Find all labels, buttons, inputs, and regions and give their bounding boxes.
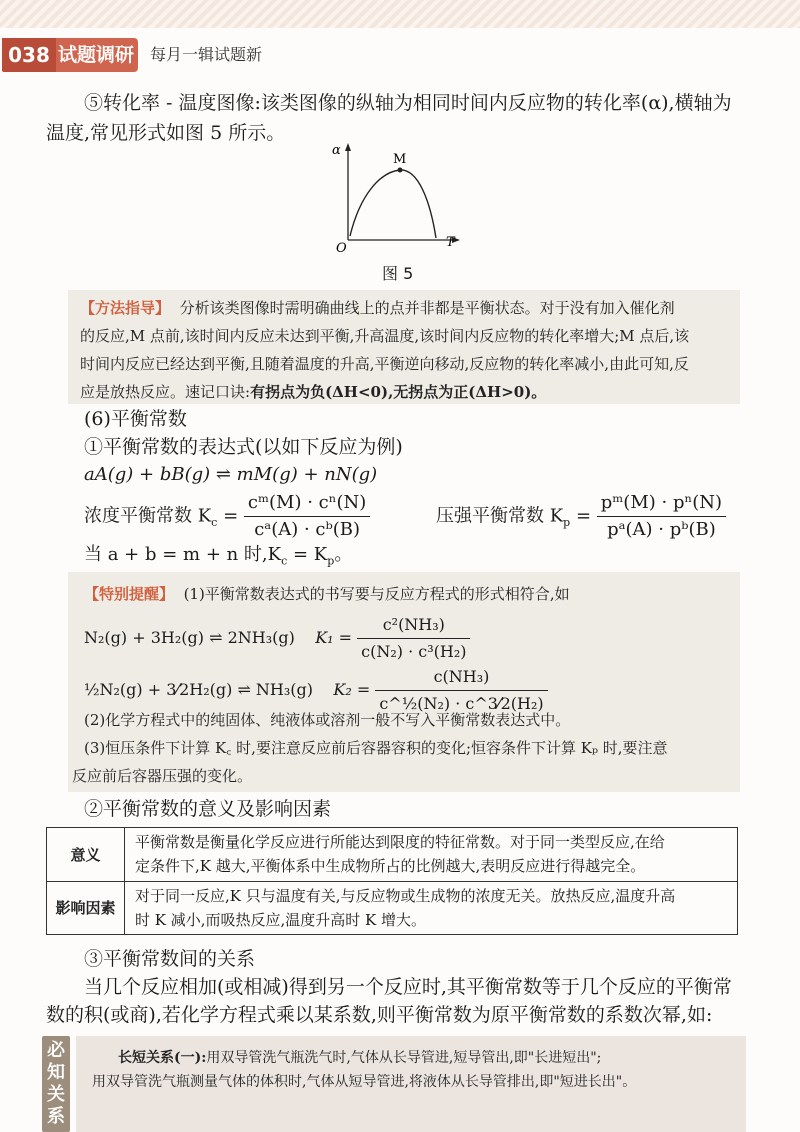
general-reaction: aA(g) + bB(g) ⇌ mM(g) + nN(g)	[84, 464, 378, 485]
figure-caption: 图 5	[382, 264, 414, 283]
section3-line-1: 当几个反应相加(或相减)得到另一个反应时,其平衡常数等于几个反应的平衡常	[84, 976, 732, 998]
kp-expression: 压强平衡常数 $K_p$ = $\frac{\text{pᵐ(M) · pⁿ(N)}}{\text{pᵃ(A) · pᵇ(B)}}$	[436, 490, 726, 543]
sidebar-char-3: 关	[47, 1084, 65, 1105]
special-tip-line-1-text: (1)平衡常数表达式的书写要与反应方程式的形式相符合,如	[183, 585, 570, 603]
point-m	[398, 168, 403, 173]
section6-title: (6)平衡常数	[84, 408, 187, 430]
eq2-numerator: c(NH₃)	[375, 664, 547, 691]
method-tip-line-1-text: 分析该类图像时需明确曲线上的点并非都是平衡状态。对于没有加入催化剂	[179, 299, 675, 317]
example-equation-1	[84, 612, 470, 665]
special-tip-line-1	[84, 580, 570, 608]
bottom-note-line-1	[92, 1046, 737, 1070]
special-tip-line-3: (3)恒压条件下计算 K꜀ 时,要注意反应前后容器容积的变化;恒容条件下计算 Kₚ 时,要注意	[84, 739, 668, 757]
origin-label: O	[336, 241, 347, 256]
section6-subtitle: ①平衡常数的表达式(以如下反应为例)	[84, 436, 403, 458]
eq1-numerator: c²(NH₃)	[357, 612, 470, 639]
section3-title: ③平衡常数间的关系	[84, 948, 256, 970]
method-tip-line-4-plain: 应是放热反应。速记口诀:	[80, 383, 251, 401]
kc-expression: 浓度平衡常数 $K_c$ = $\frac{\text{cᵐ(M) · cⁿ(N)}}{\text{cᵃ(A) · cᵇ(B)}}$	[84, 490, 370, 543]
sidebar-label	[42, 1040, 70, 1128]
equilibrium-constant-table	[46, 827, 738, 935]
eq1-reaction: N₂(g) + 3H₂(g) ⇌ 2NH₃(g)	[84, 628, 295, 647]
eq2-denominator: c^½(N₂) · c^3⁄2(H₂)	[379, 694, 544, 713]
kc-subscript: c	[211, 516, 218, 530]
x-axis-label: T	[446, 235, 455, 250]
meaning-line-2: 定条件下,K 越大,平衡体系中生成物所占的比例越大,表明反应进行得越完全。	[135, 857, 646, 876]
table-row-factors	[47, 881, 738, 935]
condition-kc-sub: c	[281, 554, 288, 568]
kp-numerator: pᵐ(M) · pⁿ(N)	[597, 490, 726, 517]
section-label: 试题调研	[58, 44, 135, 66]
y-axis-arrow	[345, 143, 351, 151]
method-tip-mnemonic: 有拐点为负(ΔH<0),无拐点为正(ΔH>0)。	[250, 383, 547, 401]
sidebar-char-4: 系	[47, 1106, 65, 1127]
sidebar-char-1: 必	[47, 1040, 65, 1061]
page-number: 038	[2, 38, 56, 72]
conversion-temperature-graph	[330, 140, 470, 280]
condition-kp-sub: p	[327, 554, 335, 568]
eq1-fraction	[357, 612, 470, 665]
table-cell-meaning	[125, 828, 738, 882]
table-head-meaning: 意义	[47, 828, 125, 882]
sidebar-char-2: 知	[47, 1062, 65, 1083]
factors-line-1: 对于同一反应,K 只与温度有关,与反应物或生成物的浓度无关。放热反应,温度升高	[135, 886, 676, 905]
page-header	[0, 38, 800, 72]
y-axis-label: α	[332, 143, 341, 158]
method-tip-text	[80, 294, 736, 406]
kc-kp-condition	[84, 542, 352, 575]
kp-denominator: pᵃ(A) · pᵇ(B)	[607, 519, 716, 540]
condition-end: 。	[334, 544, 353, 565]
kc-denominator: cᵃ(A) · cᵇ(B)	[254, 519, 360, 540]
meaning-line-1: 平衡常数是衡量化学反应进行所能达到限度的特征常数。对于同一类型反应,在给	[135, 833, 665, 852]
top-decoration-bar	[0, 0, 800, 28]
header-subtitle: 每月一辑试题新	[150, 45, 263, 64]
bottom-note-title: 长短关系(一):	[118, 1050, 207, 1066]
eq2-k: K₂ =	[333, 680, 371, 699]
kp-subscript: p	[563, 516, 571, 530]
kp-fraction	[597, 490, 726, 543]
table-head-factors: 影响因素	[47, 881, 125, 935]
method-tip-line-2: 的反应,M 点前,该时间内反应未达到平衡,升高温度,该时间内反应物的转化率增大;M 点后,该	[80, 327, 690, 345]
kp-label: 压强平衡常数 K	[436, 505, 564, 527]
bottom-note-text	[92, 1046, 737, 1094]
section3-line-2: 数的积(或商),若化学方程式乘以某系数,则平衡常数为原平衡常数的系数次幂,如:	[46, 1004, 713, 1026]
special-tip-line-2: (2)化学方程式中的纯固体、纯液体或溶剂一般不写入平衡常数表达式中。	[84, 711, 571, 729]
eq1-k: K₁ =	[315, 628, 353, 647]
bottom-note-line-2: 用双导管洗气瓶测量气体的体积时,气体从短导管进,将液体从长导管排出,即"短进长出"。	[92, 1074, 637, 1090]
bottom-note-line-1-text: 用双导管洗气瓶洗气时,气体从长导管进,短导管出,即"长进短出";	[206, 1050, 602, 1066]
method-tip-line-4	[80, 378, 736, 406]
special-tip-line-4: 反应前后容器压强的变化。	[72, 767, 253, 785]
factors-line-2: 时 K 减小,而吸热反应,温度升高时 K 增大。	[135, 910, 427, 929]
eq2-reaction: ½N₂(g) + 3⁄2H₂(g) ⇌ NH₃(g)	[84, 680, 314, 699]
table-cell-factors	[125, 881, 738, 935]
condition-tail: = K	[287, 544, 328, 565]
kc-fraction	[244, 490, 370, 543]
conversion-curve	[350, 170, 436, 238]
condition-text: 当 a + b = m + n 时,K	[84, 544, 282, 565]
special-tip-label: 【特别提醒】	[84, 585, 175, 603]
kc-numerator: cᵐ(M) · cⁿ(N)	[244, 490, 370, 517]
section2-title: ②平衡常数的意义及影响因素	[84, 798, 332, 820]
intro-line-2: 温度,常见形式如图 5 所示。	[46, 122, 286, 144]
intro-line-1: ⑤转化率 - 温度图像:该类图像的纵轴为相同时间内反应物的转化率(α),横轴为	[84, 92, 732, 114]
method-tip-label: 【方法指导】	[80, 299, 171, 317]
eq1-denominator: c(N₂) · c³(H₂)	[361, 642, 467, 661]
table-row-meaning	[47, 828, 738, 882]
method-tip-line-1	[80, 294, 736, 322]
kc-label: 浓度平衡常数 K	[84, 505, 212, 527]
method-tip-line-3: 时间内反应已经达到平衡,且随着温度的升高,平衡逆向移动,反应物的转化率减小,由此可知,反	[80, 355, 689, 373]
point-m-label: M	[393, 152, 407, 167]
